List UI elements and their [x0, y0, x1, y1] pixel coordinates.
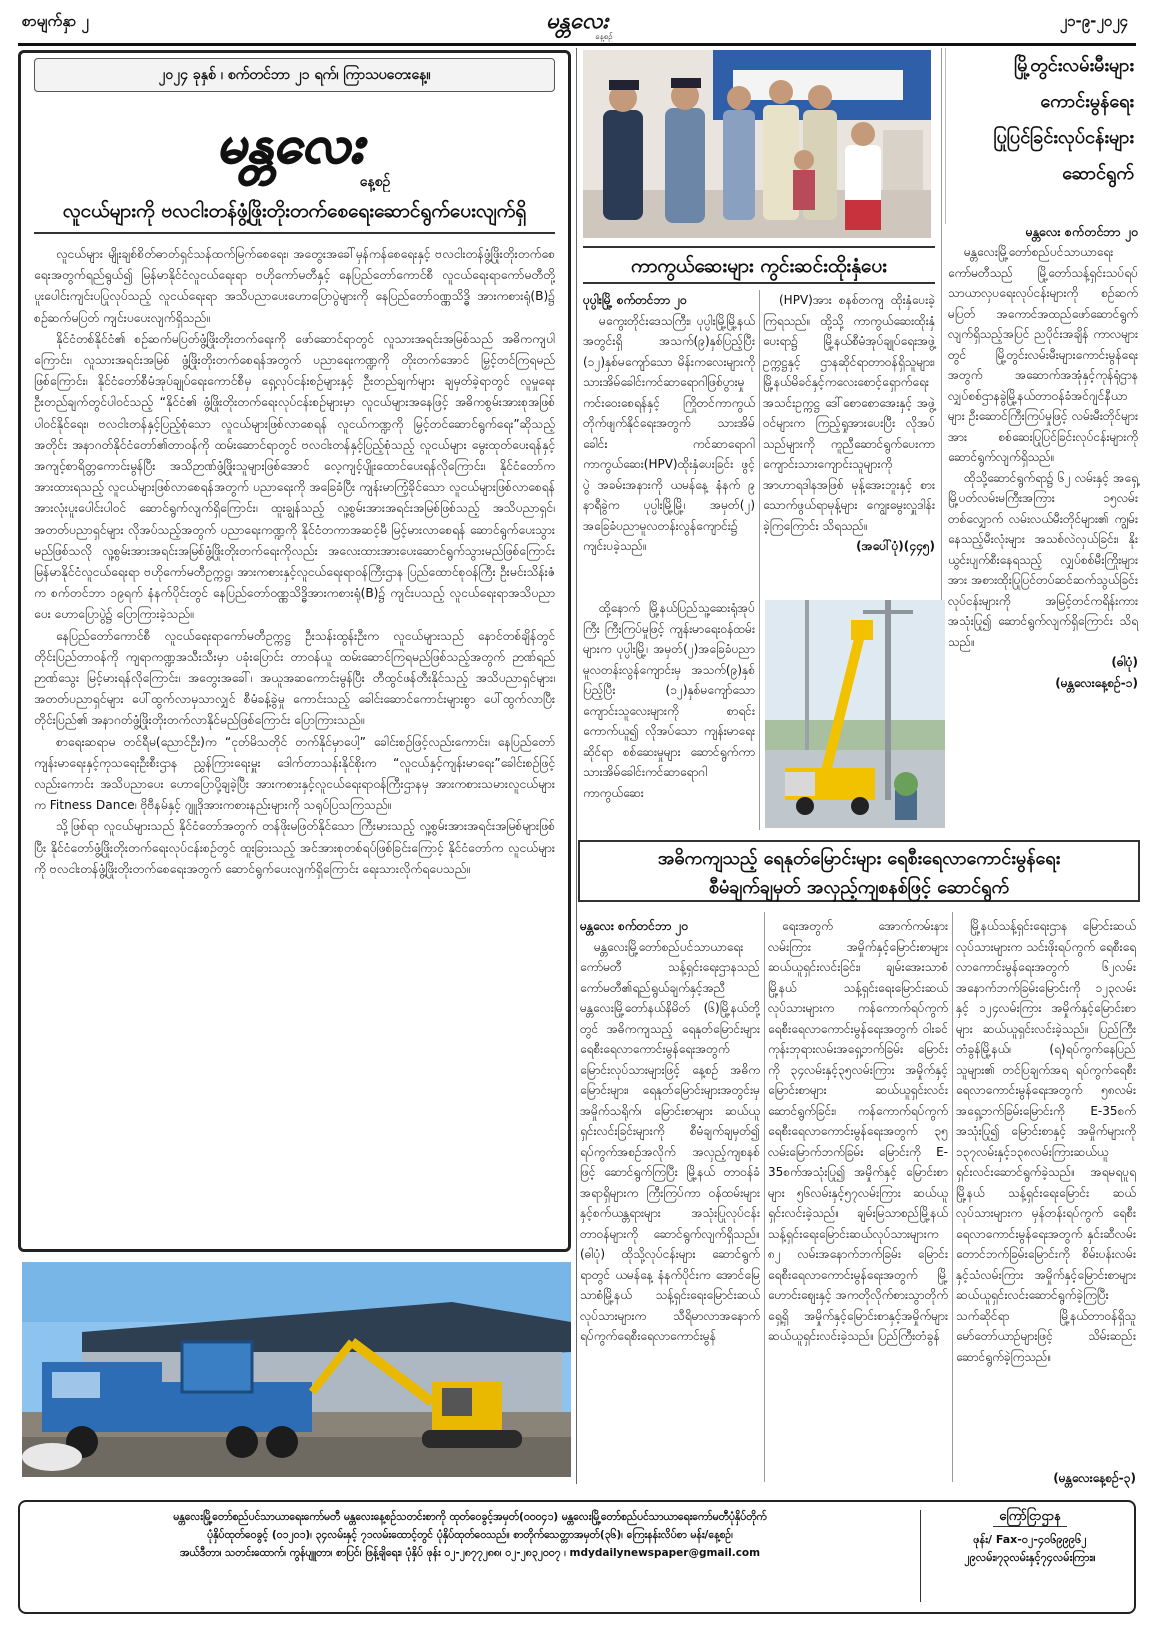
editorial-logo-sub: နေ့စဉ် [359, 174, 391, 190]
vaccine-column-1 [583, 290, 755, 557]
vaccine-column-1b [583, 598, 755, 803]
drain-headline-line-1: အဓိကကျသည့် ရေနုတ်မြောင်းများ ရေစီးရေလာကောင်းမွန်ရေး [657, 848, 1061, 869]
header-rule [18, 43, 1136, 46]
issue-date: ၂၁-၉-၂၀၂၄ [1059, 12, 1128, 30]
ad-department-line: ဖုန်း/ Fax-၀၂-၄၀၆၉၉၉၆၂ [973, 1533, 1087, 1546]
drain-headline [578, 840, 1140, 902]
column-divider [759, 290, 760, 830]
editorial-headline: လူငယ်များကို ဗလငါးတန်ဖွံ့ဖြိုးတိုးတက်စေရေးဆောင်ရွက်ပေးလျက်ရှိ [62, 200, 527, 222]
drain-column-1 [580, 916, 760, 1476]
lamps-paragraph: ထိုသို့ဆောင်ရွက်ရာ၌ ၆၂ လမ်းနှင့် အရှေ့မြို့ပတ်လမ်းမကြီးအကြား ၁၅လမ်းတစ်လျှောက် လမ်းလယ်မီးတိုင်များ၏ ကျွမ်းနေသည့်မီးလုံးများ အသစ်လဲလှယ်ခြင်း၊ နိုးယွင်းပျက်စီးနေရသည့် လျှပ်စစ်မီးကြိုးများအား အစားထိုးပြုပြင်တပ်ဆင်ဆက်သွယ်ခြင်းလုပ်ငန်းများကို အမြင့်တင်ကရိန်းကားအသုံးပြု၍ ဆောင်ရွက်လျက်ရှိကြောင်း သိရသည်။ [948, 470, 1138, 649]
drain-byline: မန္တလေး စက်တင်ဘာ ၂၀ [580, 919, 689, 933]
lamps-credit: (မန္တလေးနေ့စဉ်-၁) [1055, 675, 1138, 690]
vaccine-headline: ကာကွယ်ဆေးများ ကွင်းဆင်းထိုးနှံပေး [583, 246, 935, 284]
editorial-paragraph: စာရေးဆရာမ တင်ရီမ(ညောင်ဦး)က “ငုတ်မိသတိုင် တက်နိုင်မှာပေါ့” ခေါင်းစဉ်ဖြင့်လည်းကောင်း၊ နေပြည်တော်ကျန်းမာရေးနှင့်ကုသရေးဦးစီးဌာန ညွှန်ကြားရေးမှူး ဒေါက်တာသန်းနိုင်စိုးက “လူငယ်နှင့်ကျန်းမာရေး”ခေါင်းစဉ်ဖြင့်လည်းကောင်း အသိပညာပေး ဟောပြောပို့ချခဲ့ပြီး အားကစားနှင့်လူငယ်ရေးရာဝန်ကြီးဌာနမှ အားကစားသမားလူငယ်များက Fitness Dance၊ ဗိုဗီနမ်နှင့် ဂျူဒိုအားကစားနည်းများကို သရုပ်ပြသကြသည်။ [34, 734, 555, 813]
footer-line: မန္တလေးမြို့တော်စည်ပင်သာယာရေးကော်မတီ မန္တလေးနေ့စဉ်သတင်းစာကို ထုတ်ဝေခွင့်အမှတ်(၀၀၀၄၁) မန္တလေးမြို့တော်စည်ပင်သာယာရေးကော်မတီပုံနှိပ်တိုက် [173, 1511, 767, 1523]
vaccine-paragraph: ထို့နောက် မြို့နယ်ပြည်သူ့ဆေးရုံအုပ်ကြီး ကြီးကြပ်မှုဖြင့် ကျန်းမာရေးဝန်ထမ်းများက ပုပ္ပါးမြို့၊ အမှတ်(၂)အခြေခံပညာမူလတန်းလွန်ကျောင်းမှ အသက်(၉)နှစ်ပြည့်ပြီး (၁၂)နှစ်မကျော်သော ကျောင်းသူလေးများကို စာရင်းကောက်ယူ၍ လိုအပ်သော ကျန်းမာရေးဆိုင်ရာ စစ်ဆေးမှုများ ဆောင်ရွက်ကာ သားအိမ်ခေါင်းကင်ဆာရောဂါ ကာကွယ်ဆေး [583, 601, 755, 800]
editorial-rule [34, 232, 555, 234]
editorial-logo-text: မန္တလေး [216, 114, 364, 175]
lamps-headline-line: ကောင်းမွန်ရေး [1040, 91, 1134, 112]
drain-column-3 [956, 916, 1136, 1476]
vaccine-credit: (အပေါ်ပုံ)(၄၄၅) [856, 539, 935, 553]
drain-paragraph: ရေးအတွက် အောက်ကမ်းနားလမ်းကြား အမှိုက်နှင့်မြောင်းစာများ ဆယ်ယူရှင်းလင်းခြင်း၊ ချမ်းအေးသာစံမြို့နယ် သန့်ရှင်းရေးမြောင်းဆယ်လုပ်သားများက ကန်ကောက်ရပ်ကွက် ရေစီးရေလာကောင်းမွန်ရေးအတွက် ဝါးခင်ကုန်းဘုရားလမ်းအရှေ့ဘက်ခြမ်း မြောင်းကို ၃၄လမ်းနှင့်၃၅လမ်းကြား အမှိုက်နှင့်မြောင်းစာများ ဆယ်ယူရှင်းလင်းဆောင်ရွက်ခြင်း၊ ကန်ကောက်ရပ်ကွက် ရေစီးရေလာကောင်းမွန်ရေးအတွက် ၃၅ လမ်းမြောက်ဘက်ခြမ်း မြောင်းကို E-35စက်အသုံးပြု၍ အမှိုက်နှင့် မြောင်းစာများ ၅၆လမ်းနှင့်၅၇လမ်းကြား ဆယ်ယူရှင်းလင်းခဲ့သည်။ ချမ်းမြသာစည်မြို့နယ် သန့်ရှင်းရေးမြောင်းဆယ်လုပ်သားများက ၈၂ လမ်းအနောက်ဘက်ခြမ်း မြောင်း ရေစီးရေလာကောင်းမွန်ရေးအတွက် မြို့ဟောင်းဈေးနှင့် အကတိုလိုက်စားသွာတိုက်ရှေ့ရှိ အမှိုက်နှင့်မြောင်းစာနှင့်အမှိုက်များ ဆယ်ယူရှင်းလင်းခဲ့သည်။ ပြည်ကြီးတံခွန် [768, 919, 948, 1343]
drain-paragraph: မြို့နယ်သန့်ရှင်းရေးဌာန မြောင်းဆယ်လုပ်သားများက သင်းဖိုးရပ်ကွက် ရေစီးရေလာကောင်းမွန်ရေးအတွက် ၆၂လမ်းအနောက်ဘက်ခြမ်းမြောင်းကို ၁၂၃လမ်းနှင့် ၁၂၄လမ်းကြား အမှိုက်နှင့်မြောင်းစာများ ဆယ်ယူရှင်းလင်းခဲ့သည်။ ပြည်ကြီးတံခွန်မြို့နယ်၊ (ရ)ရပ်ကွက်နေပြည်သူများ၏ တင်ပြချက်အရ ရပ်ကွက်ရေစီးရေလာကောင်းမွန်ရေးအတွက် ၅၈လမ်းအရှေ့ဘက်ခြမ်းမြောင်းကို E-35စက်အသုံးပြု၍ မြောင်းစာနှင့် အမှိုက်များကို ၁၃၇လမ်းနှင့်၁၃၈လမ်းကြားဆယ်ယူရှင်းလင်းဆောင်ရွက်ခဲ့သည်။ အရမရပူရမြို့နယ် သန့်ရှင်းရေးမြောင်း ဆယ်လုပ်သားများက မှန်တန်းရပ်ကွက် ရေစီးရေလာကောင်းမွန်ရေးအတွက် နှင်းဆီလမ်းတောင်ဘက်ခြမ်းမြောင်းကို စိမ်းပန်းလမ်းနှင့်သံလမ်းကြား အမှိုက်နှင့်မြောင်းစာများ ဆယ်ယူရှင်းလင်းဆောင်ရွက်ခဲ့ကြပြီး သက်ဆိုင်ရာ မြို့နယ်တာဝန်ရှိသူ မော်တော်ယာဉ်များဖြင့် သိမ်းဆည်းဆောင်ရွက်ခဲ့ကြသည်။ [956, 919, 1136, 1364]
vaccine-byline: ပုပ္ပါးမြို့ စက်တင်ဘာ ၂၀ [583, 293, 687, 307]
editorial-paragraph: လူငယ်များ မျိုးချစ်စိတ်ဓာတ်ရှင်သန်ထက်မြက်စေရေး၊ အတွေးအခေါ်မှန်ကန်စေရေးနှင့် ဗလငါးတန်ဖွံ့ဖြိုးတိုးတက်စေရေးအတွက်ရည်ရွယ်၍ မြန်မာနိုင်ငံလူငယ်ရေးရာ ဗဟိုကော်မတီနှင့် နေပြည်တော်ကောင်စီ လူငယ်ရေးရာကော်မတီတို့ ပူးပေါင်းကျင်းပပြုလုပ်သည့် လူငယ်ရေးရာ အသိပညာပေးဟောပြောပွဲများကို နေပြည်တော်ဝဏ္ဏသိဒ္ဓိ အားကစားရုံ(B)၌ စဉ်ဆက်မပြတ် ကျင်းပပေးလျက်ရှိသည်။ [34, 247, 555, 325]
lamps-body [948, 242, 1138, 693]
footer-line: ပုံနှိပ်ထုတ်ဝေခွင့် (၀၁၂၀၁)၊ ၃၄လမ်းနှင့် ၇၁လမ်းထောင့်တွင် ပုံနှိပ်ထုတ်ဝေသည်။ စာတိုက်သေတ္တာအမှတ်(၃၆)၊ ကြေးနန်းလိပ်စာ မန်း/နေ့စဉ်၊ [207, 1529, 733, 1541]
editorial-paragraph: သို့ဖြစ်ရာ လူငယ်များသည် နိုင်ငံတော်အတွက် တန်ဖိုးမဖြတ်နိုင်သော ကြီးမားသည့် လူ့စွမ်းအားအရင်းအမြစ်များဖြစ်ပြီး နိုင်ငံတော်ဖွံ့ဖြိုးတိုးတက်ရေးလုပ်ငန်းစဉ်တွင် ထူးခြားသည့် အင်အားစုတစ်ရပ်ဖြစ်ခြင်းကြောင့် နိုင်ငံတော်က လူငယ်များကို ဗလငါးတန်ဖွံ့ဖြိုးတိုးတက်စေရေးအတွက် ဆောင်ရွက်ပေးလျက်ရှိကြောင်း ရေးသားလိုက်ရပေသည်။ [34, 819, 555, 876]
editorial-body [34, 244, 555, 1244]
masthead-logo [512, 4, 642, 42]
drain-paragraph: မန္တလေးမြို့တော်စည်ပင်သာယာရေးကော်မတီ သန့်ရှင်းရေးဌာနသည် ကော်မတီ၏ရည်ရွယ်ချက်နှင့်အညီ မန္တလေးမြို့တော်နယ်နိမိတ် (၆)မြို့နယ်တို့တွင် အဓိကကျသည့် ရေနုတ်မြောင်းများ ရေစီးရေလာကောင်းမွန်ရေးအတွက် မြောင်းလုပ်သားများဖြင့် နေ့စဉ် အဓိကမြောင်းများ၊ ရေနုတ်မြောင်းများအတွင်းမှ အမှိုက်သရိုက်၊ မြောင်းစာများ ဆယ်ယူရှင်းလင်းခြင်းများကို စီမံချက်ချမှတ်၍ ရပ်ကွက်အစဉ်အလိုက် အလှည့်ကျစနစ်ဖြင့် ဆောင်ရွက်ကြပြီး မြို့နယ် တာဝန်ခံအရာရှိများက ကြီးကြပ်ကာ ဝန်ထမ်းများနှင့်စက်ယန္တရားများ အသုံးပြုလုပ်ငန်းတာဝန်များကို ဆောင်ရွက်လျက်ရှိသည်။ (ဓါပုံ) ထိုသို့လုပ်ငန်းများ ဆောင်ရွက်ရာတွင် ယမန်နေ့ နံနက်ပိုင်းက အောင်မြေသာစံမြို့နယ် သန့်ရှင်းရေးမြောင်းဆယ်လုပ်သားများက သီရိမာလာအနောက်ရပ်ကွက်ရေစီးရေလာကောင်းမွန် [580, 939, 760, 1343]
drain-headline-line-2: စီမံချက်ချမှတ် အလှည့်ကျစနစ်ဖြင့် ဆောင်ရွက် [708, 877, 1010, 898]
footer-imprint [30, 1508, 910, 1562]
lamps-headline-line: ပြုပြင်ခြင်းလုပ်ငန်းများ [993, 127, 1134, 148]
editorial-paragraph: နေပြည်တော်ကောင်စီ လူငယ်ရေးရာကော်မတီဥက္ကဋ္ဌ ဦးသန်းထွန်းဦးက လူငယ်များသည် နောင်တစ်ချိန်တွင် တိုင်းပြည်တာဝန်ကို ကျရာကဏ္ဍအသီးသီးမှာ ပခုံးပြောင်း တာဝန်ယူ ထမ်းဆောင်ကြရမည်ဖြစ်သည့်အတွက် ဉာဏ်ရည်ဉာဏ်သွေး မြင့်မားရန်လိုကြောင်း၊ အတွေးအခေါ်၊ အယူအဆကောင်းမွန်ပြီး တီထွင်ဖန်တီးနိုင်သည့် အသိပညာရှင်များ၊ အတတ်ပညာရှင်များ ပေါ်ထွက်လာမှသာလျှင် စီမံခန့်ခွဲမှု ကောင်းသည့် ခေါင်းဆောင်ကောင်းများစွာ ပေါ်ထွက်လာပြီး တိုင်းပြည်၏ အနာဂတ်ဖွံ့ဖြိုးတိုးတက်လာနိုင်မည်ဖြစ်ကြောင်း ပြောကြားသည်။ [34, 628, 555, 728]
vaccination-photo [583, 50, 931, 238]
vaccine-paragraph: (HPV)အား စနစ်တကျ ထိုးနှံပေးခဲ့ကြရသည်။ ထို့သို့ ကာကွယ်ဆေးထိုးနှံပေးရာ၌ မြို့နယ်စီမံအုပ်ချုပ်ရေးအဖွဲ့ဥက္ကဋ္ဌနှင့် ဌာနဆိုင်ရာတာဝန်ရှိသူများ၊ မြို့နယ်မိခင်နှင့်ကလေးစောင့်ရှောက်ရေးအသင်းဥက္ကဋ္ဌ ဒေါ်စောစောအေးနှင့် အဖွဲ့ဝင်များက ကြည့်ရှုအားပေးပြီး လိုအပ်သည်များကို ကူညီဆောင်ရွက်ပေးကာ ကျောင်းသားကျောင်းသူများကို အာဟာရဒါနအဖြစ် မုန့်အေးဘူးနှင့် စားသောက်ဖွယ်ရာမုန့်များ ကျွေးမွေးလှူဒါန်းခဲ့ကြကြောင်း သိရသည်။ [763, 293, 935, 533]
masthead-sub: နေ့စဉ် [595, 32, 613, 41]
editorial-paragraph: နိုင်ငံတစ်နိုင်ငံ၏ စဉ်ဆက်မပြတ်ဖွံ့ဖြိုးတိုးတက်ရေးကို ဖော်ဆောင်ရာတွင် လူသားအရင်းအမြစ်သည် အဓိကကျပါကြောင်း၊ လူသားအရင်းအမြစ် ဖွံ့ဖြိုးတိုးတက်စေရန်အတွက် ပညာရေးကဏ္ဍကို တိုးတက်အောင် မြှင့်တင်ကြရမည်ဖြစ်ကြောင်း၊ နိုင်ငံတော်စီမံအုပ်ချုပ်ရေးကောင်စီမှ ရှေ့လုပ်ငန်းစဉ်များနှင့် ဦးတည်ချက်များ ချမှတ်ခဲ့ရာတွင် လူမှုရေးဦးတည်ချက်တွင်ပါဝင်သည့် “နိုင်ငံ၏ ဖွံ့ဖြိုးတိုးတက်ရေးလုပ်ငန်းစဉ်များမှာ လူငယ်များအနေဖြင့် အဓိကစွမ်းအားစုအဖြစ် ပါဝင်နိုင်ရေး၊ ဗလငါးတန်နှင့်ပြည့်စုံသော လူငယ်များဖြစ်လာစေရန် လူငယ်ကဏ္ဍကို မြှင့်တင်ဆောင်ရွက်ရေး”ဆိုသည့်အတိုင်း အနာဂတ်နိုင်ငံတော်၏တာဝန်ကို ထမ်းဆောင်ရာတွင် ဗလငါးတန်နှင့်ပြည့်စုံသည့် လူငယ်များ မွေးထုတ်ပေးရန်နှင့် အကျင့်စာရိတ္တကောင်းမွန်ပြီး အသိဉာဏ်ဖွံ့ဖြိုးသူများဖြစ်အောင် လေ့ကျင့်ပျိုးထောင်ပေးရန်လိုကြောင်း၊ နိုင်ငံတော်က အားထားရသည့် လူငယ်များဖြစ်လာစေရန်အတွက် ပညာရေးကို အခြေခံပြီး ကျန်းမာကြံ့ခိုင်သော လူငယ်များဖြစ်လာစေရန် အားလုံးပူးပေါင်းပါဝင် ဆောင်ရွက်လျက်ရှိကြောင်း၊ ထူးချွန်သည့် လူ့စွမ်းအားအရင်းအမြစ်ဖြစ်သည့် အသိပညာရှင်၊ အတတ်ပညာရှင်များ လိုအပ်သည့်အတွက် ပညာရေးကဏ္ဍကို နိုင်ငံတကာအဆင့်မီ မြင့်မားလာစေရန် ဆောင်ရွက်ပေးသွားမည်ဖြစ်သလို လူ့စွမ်းအားအရင်းအမြစ်ဖွံ့ဖြိုးတိုးတက်ရေးကိုလည်း အလေးထားအားပေးဆောင်ရွက်သွားမည်ဖြစ်ကြောင်း မြန်မာနိုင်ငံလူငယ်ရေးရာ ဗဟိုကော်မတီဥက္ကဋ္ဌ၊ အားကစားနှင့်လူငယ်ရေးရာဝန်ကြီးဌာန ပြည်ထောင်စုဝန်ကြီး ဦးမင်းသိန်းဇံက စက်တင်ဘာ ၁၉ရက် နံနက်ပိုင်းတွင် နေပြည်တော်ဝဏ္ဏသိဒ္ဓိအားကစားရုံ(B)၌ ကျင်းပသည့် လူငယ်ရေးရာအသိပညာပေး ဟောပြောပွဲ၌ ပြောကြားခဲ့သည်။ [34, 331, 555, 622]
lamps-paragraph: မန္တလေးမြို့တော်စည်ပင်သာယာရေးကော်မတီသည် မြို့တော်သန့်ရှင်းသပ်ရပ်သာယာလှပရေးလုပ်ငန်းများကို စဉ်ဆက်မပြတ် အကောင်အထည်ဖော်ဆောင်ရွက်လျက်ရှိသည့်အပြင် ညပိုင်းအချိန် ကာလများတွင် မြို့တွင်းလမ်းမီးများကောင်းမွန်ရေးအတွက် အဆောက်အအုံနှင့်ကုန်ရုံဌာန လျှပ်စစ်ဌာနခွဲမြို့နယ်တာဝန်ခံအင်ဂျင်နီယာများ ဦးဆောင်ကြီးကြပ်မှုဖြင့် လမ်းမီးတိုင်များအား စစ်ဆေးပြုပြင်ခြင်းလုပ်ငန်းများကို ဆောင်ရွက်လျက်ရှိသည်။ [948, 245, 1138, 464]
vaccine-column-2 [763, 290, 935, 557]
editorial-logo [150, 104, 430, 192]
column-divider [764, 912, 765, 1482]
footer-divider [920, 1510, 921, 1602]
column-divider [952, 912, 953, 1482]
lamps-photo-credit: (ဓါပုံ) [1111, 655, 1138, 669]
lamps-headline-line: ဆောင်ရွက် [1062, 163, 1134, 184]
drain-column-2 [768, 916, 948, 1476]
lamps-headline-line: မြို့တွင်းလမ်းမီးများ [1014, 55, 1134, 76]
page-number: စာမျက်နှာ ၂ [22, 12, 89, 30]
ad-department [930, 1508, 1130, 1567]
ad-department-line: ၂၉လမ်း၊၇၃လမ်းနှင့်၇၄လမ်းကြား။ [964, 1551, 1096, 1564]
main-divider [576, 48, 577, 1484]
ad-department-title: ကြော်ငြာဌာန [993, 1508, 1067, 1527]
vaccine-paragraph: မကွေးတိုင်းဒေသကြီး၊ ပုပ္ပါးမြို့မြို့နယ်အတွင်းရှိ အသက်(၉)နှစ်ပြည့်ပြီး (၁၂)နှစ်မကျော်သော မိန်းကလေးများကို သားအိမ်ခေါင်းကင်ဆာရောဂါဖြစ်ပွားမှု ကင်းဝေးစေရန်နှင့် ကြိုတင်ကာကွယ်တိုက်ဖျက်နိုင်ရေးအတွက် သားအိမ်ခေါင်း ကင်ဆာရောဂါကာကွယ်ဆေး(HPV)ထိုးနှံပေးခြင်း ဖွင့်ပွဲ အခမ်းအနားကို ယမန်နေ့ နံနက် ၉ နာရီခွဲက ပုပ္ပါးမြို့မြို့၊ အမှတ်(၂) အခြေခံပညာမူလတန်းလွန်ကျောင်း၌ ကျင်းပခဲ့သည်။ [583, 313, 755, 553]
masthead-title: မန္တလေး [545, 8, 609, 34]
lamps-byline: မန္တလေး စက်တင်ဘာ ၂၀ [1025, 224, 1138, 239]
lamp-repair-photo [765, 600, 945, 828]
footer-line: အယ်ဒီတာ၊ သတင်းထောက်၊ ကွန်ပျူတာ၊ စာပြင်၊ ဖြန့်ချိရေး၊ ပုံနှိပ် ဖုန်း ၀၂-၂၈၇၇၂၈၈၊ ၀၂-၂၈၃၂၀၀၇ ၊ mdydailynewspaper@gmail.com [179, 1547, 761, 1559]
drain-cleaning-photo [22, 1262, 571, 1477]
editorial-dateline: ၂၀၂၄ ခုနှစ် ၊ စက်တင်ဘာ ၂၁ ရက်၊ ကြာသပတေးနေ့။ [34, 58, 555, 92]
drain-credit: (မန္တလေးနေ့စဉ်-၃) [1053, 1471, 1136, 1485]
lamps-headline [945, 48, 1140, 224]
